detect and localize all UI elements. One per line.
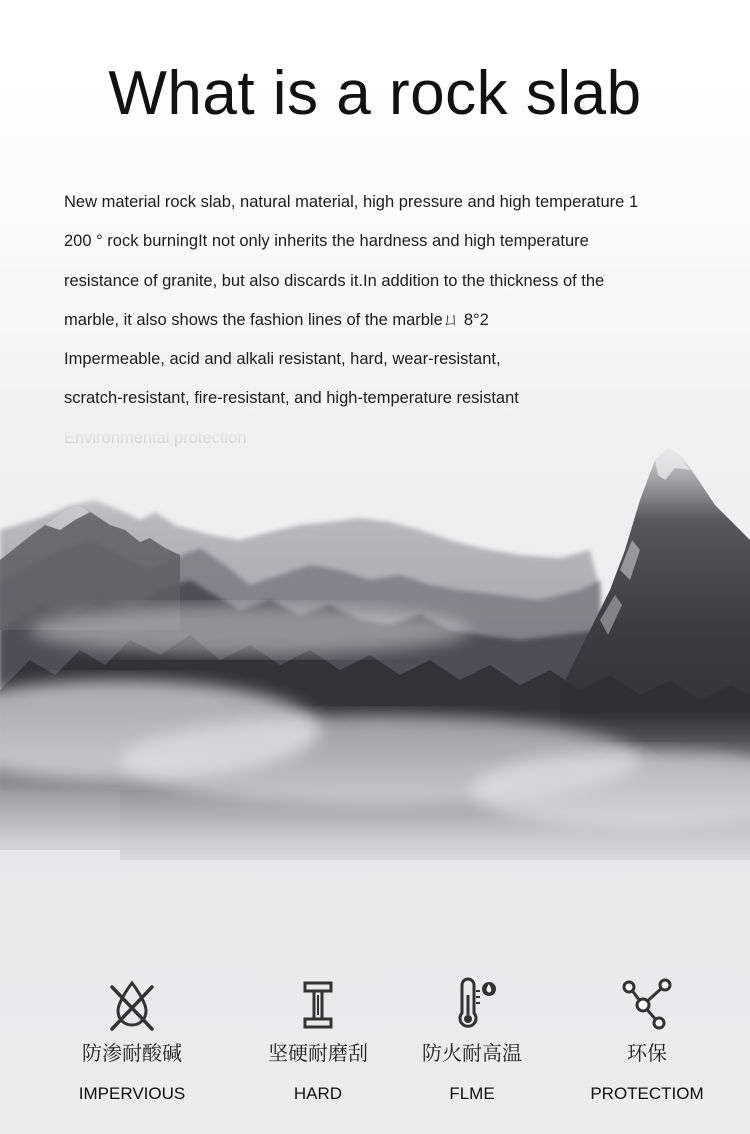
feature-en-label: IMPERVIOUS	[78, 1084, 186, 1103]
feature-en-label: HARD	[293, 1084, 343, 1103]
feature-cn-label: 环保	[627, 1041, 667, 1065]
feature-cn-label: 坚硬耐磨刮	[268, 1041, 368, 1065]
feature-protection	[557, 965, 737, 1105]
feature-hard	[228, 965, 408, 1105]
mountain-landscape-image	[0, 430, 750, 950]
description-line: New material rock slab, natural material, high pressure and high temperature 1	[64, 193, 639, 211]
page-title: What is a rock slab	[108, 59, 642, 128]
i-beam-icon	[288, 975, 348, 1035]
description-line: Impermeable, acid and alkali resistant, hard, wear-resistant,	[64, 350, 501, 369]
no-water-drop-icon	[102, 975, 162, 1035]
feature-impervious	[42, 965, 222, 1105]
molecule-icon	[617, 975, 677, 1035]
feature-cn-label: 防火耐高温	[422, 1041, 522, 1065]
feature-en-label: FLME	[449, 1084, 495, 1103]
feature-cn-label: 防渗耐酸碱	[82, 1041, 182, 1065]
description-line: resistance of granite, but also discards it.In addition to the thickness of the	[64, 271, 605, 290]
feature-en-label: PROTECTIOM	[590, 1084, 704, 1103]
thermometer-flame-icon	[442, 975, 502, 1035]
description-text	[64, 183, 750, 458]
features-row	[0, 965, 750, 1125]
description-line: scratch-resistant, fire-resistant, and high-temperature resistant	[64, 389, 519, 408]
description-line: marble, it also shows the fashion lines of the marbleㄩ 8°2	[64, 310, 489, 329]
feature-flame	[382, 965, 562, 1105]
description-line: 200 ° rock burningIt not only inherits the hardness and high temperature	[64, 232, 589, 251]
